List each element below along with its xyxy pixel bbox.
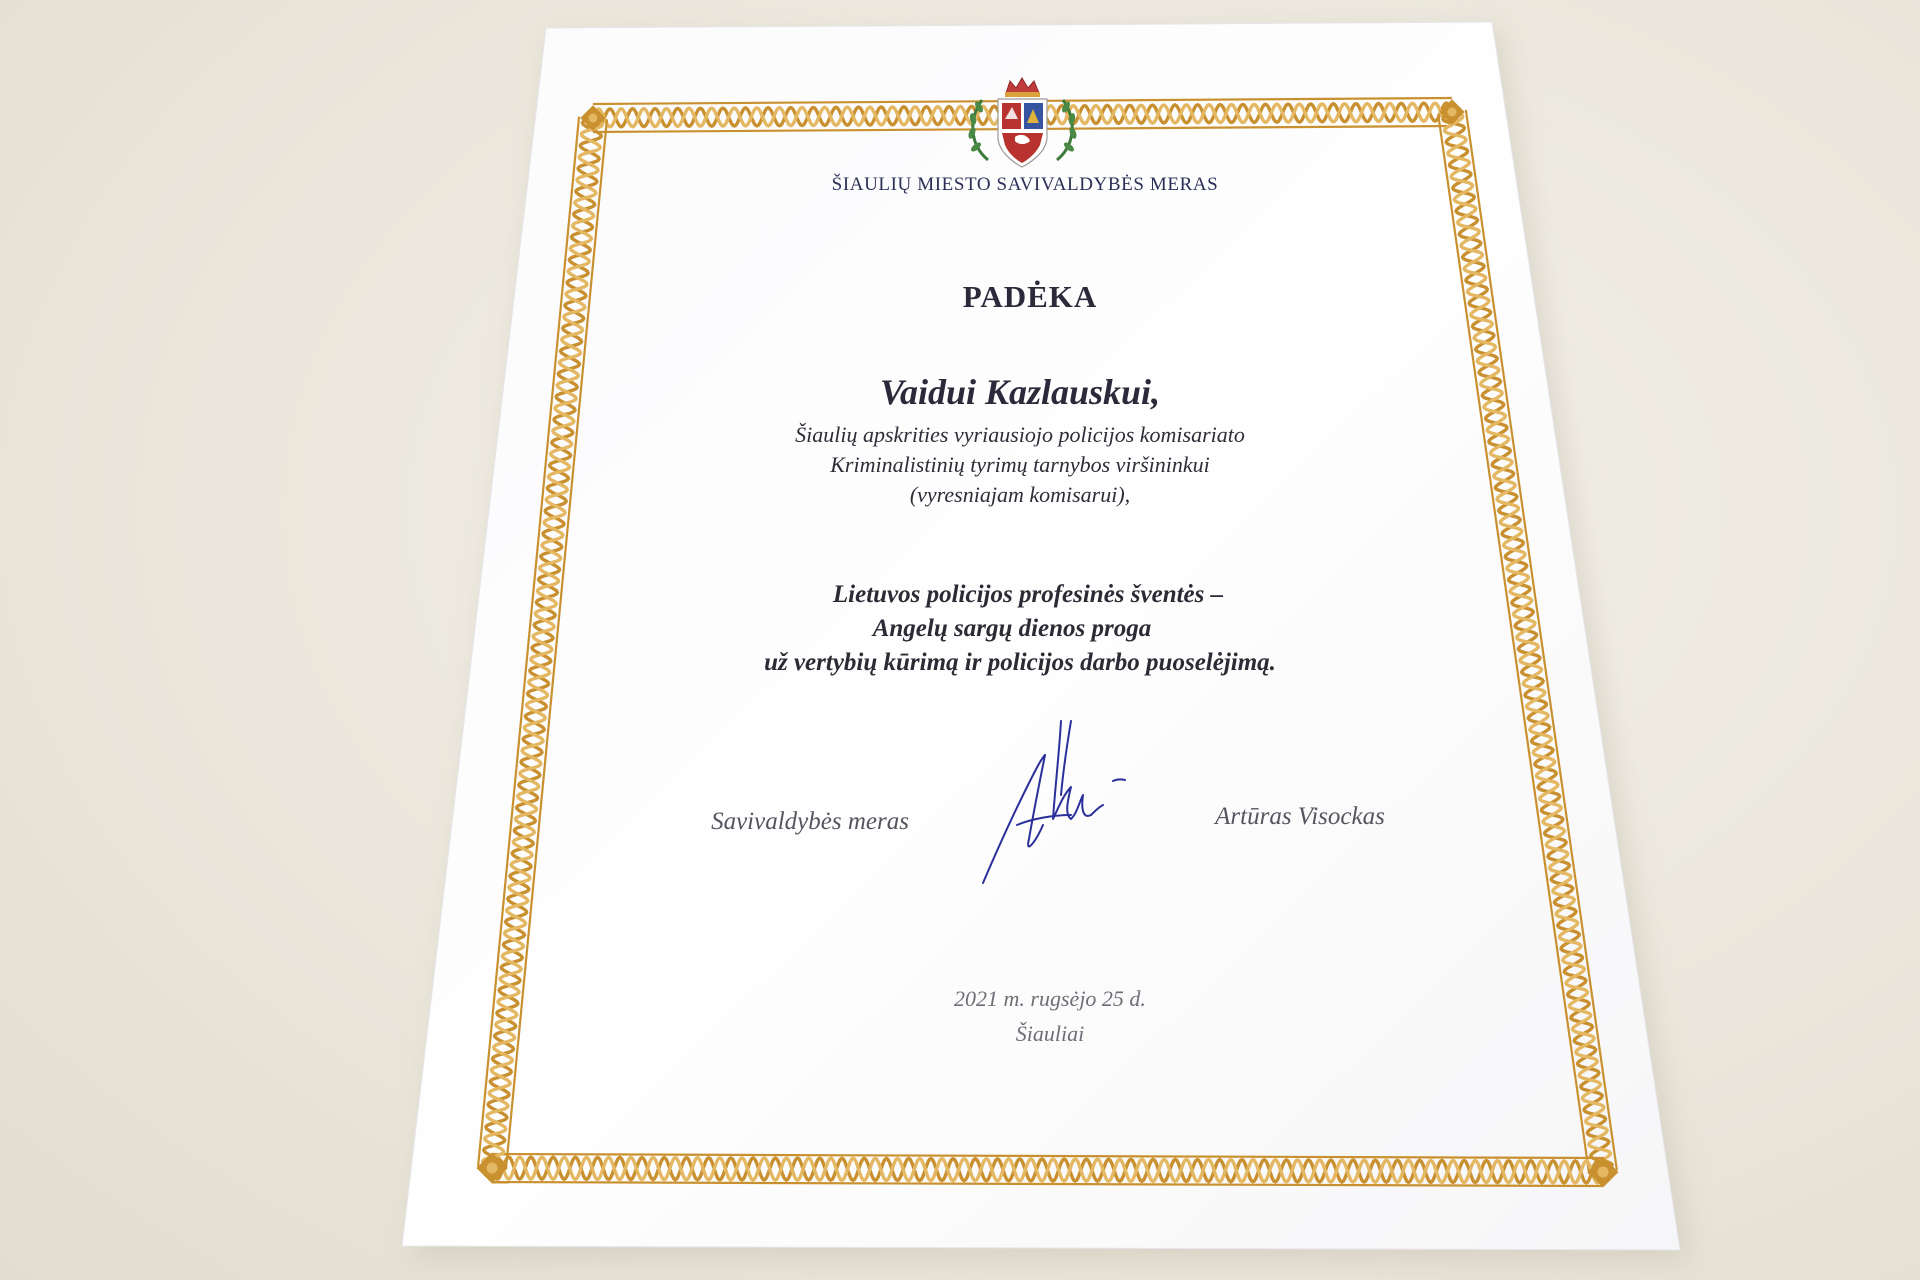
reason-line-1: Lietuvos policijos profesinės šventės – xyxy=(832,581,1224,608)
signatory-role: Savivaldybės meras xyxy=(711,808,909,835)
border-bottom xyxy=(492,1154,1603,1186)
border-corner-dot xyxy=(1598,1167,1609,1178)
issue-date: 2021 m. rugsėjo 25 d. xyxy=(954,986,1146,1011)
border-left xyxy=(478,117,607,1170)
border-corner-dot xyxy=(487,1163,498,1174)
border-right xyxy=(1438,110,1617,1174)
border-corner-dot xyxy=(589,114,598,123)
coat-of-arms-icon xyxy=(960,75,1085,175)
issuer-heading: ŠIAULIŲ MIESTO SAVIVALDYBĖS MERAS xyxy=(831,174,1219,195)
reason-line-3: už vertybių kūrimą ir policijos darbo puoselėjimą. xyxy=(764,649,1276,676)
position-line-1: Šiaulių apskrities vyriausiojo policijos komisariato xyxy=(795,422,1245,447)
recipient-name: Vaidui Kazlauskui, xyxy=(879,372,1161,412)
position-line-2: Kriminalistinių tyrimų tarnybos viršininkui xyxy=(830,452,1210,477)
signature-icon xyxy=(975,715,1135,890)
signatory-name: Artūras Visockas xyxy=(1215,803,1385,830)
border-corner-dot xyxy=(1448,108,1457,117)
reason-line-2: Angelų sargų dienos proga xyxy=(872,615,1152,642)
position-line-3: (vyresniajam komisarui), xyxy=(909,482,1131,507)
issue-place: Šiauliai xyxy=(1015,1021,1085,1046)
certificate-title: PADĖKA xyxy=(962,279,1098,314)
